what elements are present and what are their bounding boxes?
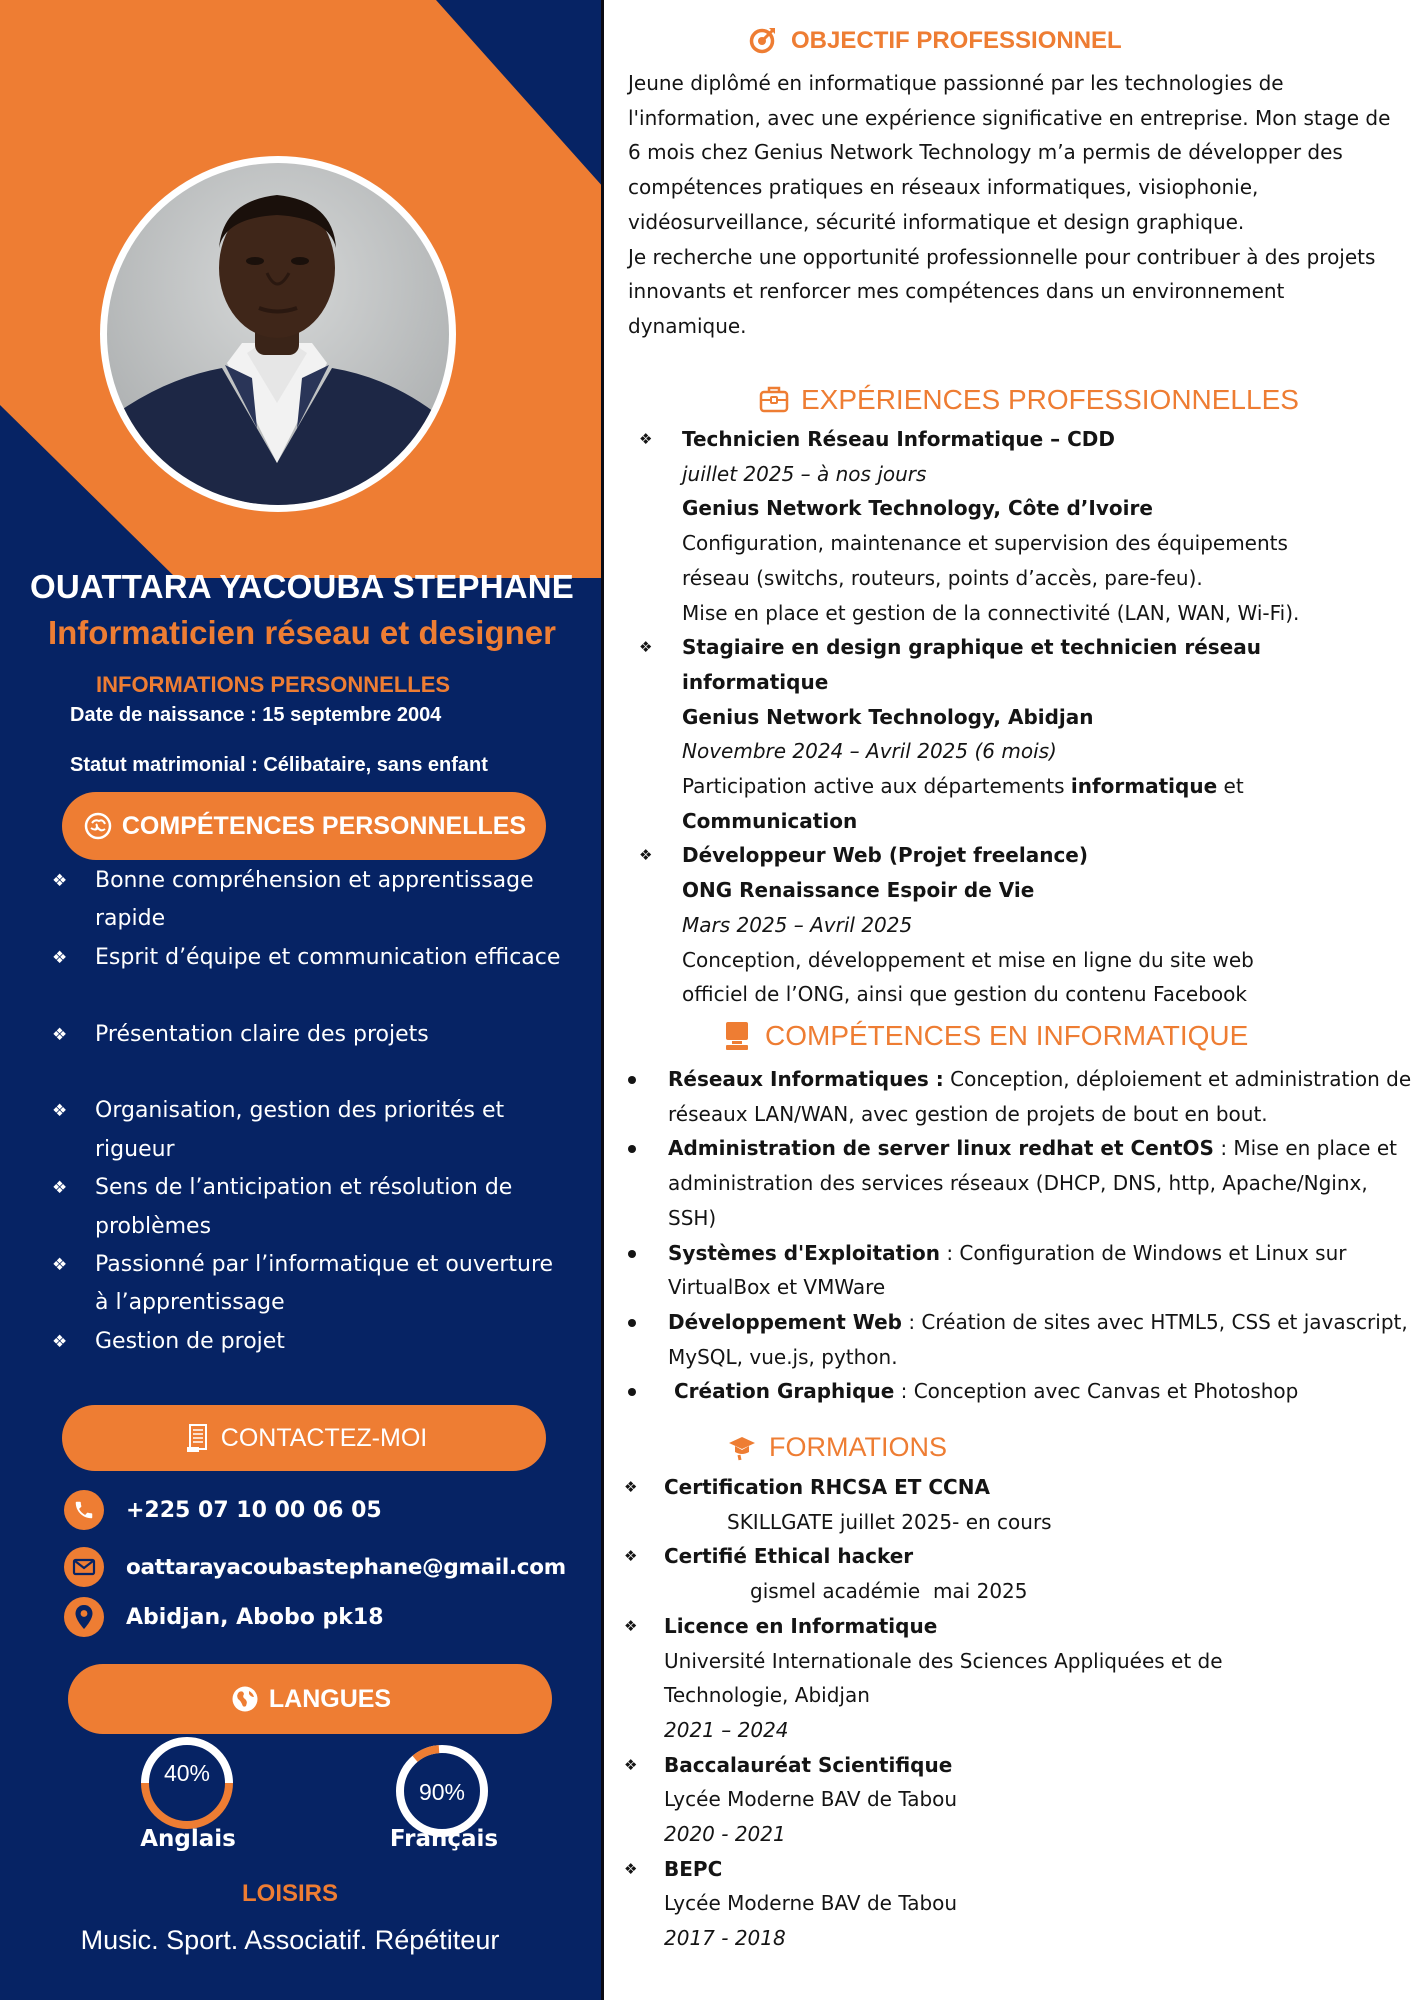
- job-description-line: réseau (switchs, routeurs, points d’accès, pare-feu).: [682, 565, 1203, 590]
- language-name: Anglais: [140, 1826, 236, 1852]
- candidate-name: OUATTARA YACOUBA STEPHANE: [29, 568, 575, 605]
- objective-paragraph: Je recherche une opportunité professionnelle pour contribuer à des projets innovants et renforcer mes compétences dans un environnement dynamique.: [628, 244, 1376, 338]
- diamond-bullet-icon: ❖: [639, 430, 653, 448]
- it-skills-heading: [723, 1020, 1248, 1052]
- contact-heading: [62, 1405, 546, 1471]
- education-detail: gismel académie mai 2025: [750, 1579, 1028, 1604]
- education-heading: [727, 1432, 947, 1463]
- brain-icon: [82, 810, 114, 842]
- list-item: Systèmes d'Exploitation : Configuration de Windows et Linux sur VirtualBox et VMWare: [668, 1236, 1413, 1305]
- list-item: ❖ Bonne compréhension et apprentissage rapide: [0, 862, 604, 939]
- list-item: Réseaux Informatiques : Conception, déploiement et administration de réseaux LAN/WAN, avec gestion de projets de bout en bout.: [668, 1062, 1413, 1131]
- phone-icon: [64, 1490, 104, 1530]
- soft-skills-title: COMPÉTENCES PERSONNELLES: [121, 811, 527, 840]
- job-dates: juillet 2025 – à nos jours: [682, 461, 927, 486]
- job-description-line: Configuration, maintenance et supervision des équipements: [682, 531, 1288, 556]
- diamond-bullet-icon: ❖: [52, 947, 68, 968]
- job-title-row: ❖ Stagiaire en design graphique et technicien réseau: [682, 630, 1412, 665]
- job-title: Informaticien réseau et designer: [47, 614, 556, 651]
- list-item: ❖ Organisation, gestion des priorités et rigueur: [0, 1092, 604, 1169]
- education-title-row: ❖ Certification RHCSA ET CCNA: [664, 1470, 1404, 1505]
- hobbies-heading: LOISIRS: [241, 1880, 338, 1907]
- bullet-dot-icon: [628, 1145, 636, 1153]
- diamond-bullet-icon: ❖: [639, 638, 653, 657]
- education-dates: 2021 – 2024: [664, 1717, 789, 1742]
- education-title-row: ❖ BEPC: [664, 1852, 1404, 1887]
- list-item: ❖ Sens de l’anticipation et résolution de problèmes: [0, 1169, 604, 1246]
- diamond-bullet-icon: ❖: [52, 1178, 68, 1199]
- profile-photo-frame: [100, 156, 456, 512]
- email-address: oattarayacoubastephane@gmail.com: [126, 1554, 566, 1580]
- job-description-line: Mise en place et gestion de la connectivité (LAN, WAN, Wi-Fi).: [682, 600, 1300, 625]
- bullet-dot-icon: [628, 1250, 636, 1258]
- list-item: Développement Web : Création de sites avec HTML5, CSS et javascript, MySQL, vue.js, python.: [668, 1305, 1413, 1374]
- job-title-continued: informatique: [682, 669, 829, 694]
- objective-title: OBJECTIF PROFESSIONNEL: [791, 27, 1122, 54]
- target-icon: [749, 26, 779, 56]
- soft-skills-list: [0, 862, 604, 1361]
- envelope-icon: [64, 1547, 104, 1587]
- diamond-bullet-icon: ❖: [624, 1616, 638, 1635]
- bullet-dot-icon: [628, 1076, 636, 1084]
- address: Abidjan, Abobo pk18: [126, 1604, 384, 1630]
- main-content: [607, 0, 1414, 2000]
- education-dates: 2020 - 2021: [664, 1822, 786, 1847]
- job-dates: Mars 2025 – Avril 2025: [682, 912, 913, 937]
- soft-skills-heading: [62, 792, 546, 860]
- list-item: ❖ Esprit d’équipe et communication efficace: [0, 939, 604, 977]
- diamond-bullet-icon: ❖: [52, 1255, 68, 1276]
- objective-heading: [749, 26, 1122, 56]
- education-title-row: ❖ Baccalauréat Scientifique: [664, 1748, 1404, 1783]
- education-school: Technologie, Abidjan: [664, 1683, 870, 1708]
- job-description-line: Communication: [682, 808, 858, 833]
- education-title: FORMATIONS: [769, 1432, 947, 1462]
- it-skills-list: [668, 1062, 1413, 1409]
- contact-title: CONTACTEZ-MOI: [220, 1423, 428, 1452]
- diamond-bullet-icon: ❖: [52, 1101, 68, 1122]
- diamond-bullet-icon: ❖: [52, 871, 68, 891]
- experience-title: EXPÉRIENCES PROFESSIONNELLES: [801, 384, 1299, 415]
- education-title-row: ❖ Licence en Informatique: [664, 1609, 1404, 1644]
- bullet-dot-icon: [628, 1388, 636, 1396]
- languages-title: LANGUES: [268, 1684, 392, 1713]
- education-dates: 2017 - 2018: [664, 1926, 786, 1951]
- job-company: Genius Network Technology, Abidjan: [682, 704, 1094, 729]
- job-description-line: Participation active aux départements informatique et: [682, 774, 1244, 799]
- diamond-bullet-icon: ❖: [624, 1859, 638, 1878]
- education-school: Université Internationale des Sciences Appliquées et de: [664, 1648, 1223, 1673]
- it-skills-title: COMPÉTENCES EN INFORMATIQUE: [765, 1020, 1249, 1051]
- contact-address: [64, 1597, 384, 1637]
- birth-date: Date de naissance : 15 septembre 2004: [70, 704, 442, 726]
- languages-heading: [68, 1664, 552, 1734]
- objective-paragraph: Jeune diplômé en informatique passionné par les technologies de l'information, avec une expérience significative en entreprise. Mon stage de 6 mois chez Genius Network Technology m’a permis de développer des compétences pratiques en réseaux informatiques, visiophonie, vidéosurveillance, sécurité informatique et design graphique.: [628, 71, 1391, 234]
- language-gauge-french: [394, 1743, 490, 1839]
- list-item: Création Graphique : Conception avec Canvas et Photoshop: [668, 1374, 1413, 1409]
- education-school: Lycée Moderne BAV de Tabou: [664, 1891, 958, 1916]
- language-name: Français: [389, 1826, 499, 1852]
- job-dates: Novembre 2024 – Avril 2025 (6 mois): [682, 739, 1057, 764]
- gauge-percent-text: 40%: [163, 1760, 211, 1786]
- objective-text: [628, 66, 1408, 344]
- computer-icon: [723, 1021, 753, 1051]
- contact-email[interactable]: [64, 1547, 566, 1587]
- language-gauge-english: [139, 1735, 235, 1831]
- gauge-level-arc: [415, 1749, 439, 1759]
- bullet-dot-icon: [628, 1319, 636, 1327]
- marital-status: Statut matrimonial : Célibataire, sans enfant: [70, 754, 488, 776]
- briefcase-icon: [759, 385, 789, 415]
- list-item: Administration de server linux redhat et CentOS : Mise en place et administration des services réseaux (DHCP, DNS, http, Apache/Nginx, SSH): [668, 1131, 1413, 1235]
- gauge-percent-text: 90%: [418, 1779, 466, 1805]
- education-list: [624, 1470, 1404, 1956]
- diamond-bullet-icon: ❖: [52, 1331, 68, 1352]
- diamond-bullet-icon: ❖: [639, 846, 653, 865]
- experience-heading: [759, 384, 1299, 416]
- diamond-bullet-icon: ❖: [624, 1478, 638, 1496]
- job-description-line: Conception, développement et mise en ligne du site web: [682, 947, 1254, 972]
- job-title-row: ❖ Technicien Réseau Informatique – CDD: [682, 422, 1412, 457]
- sidebar: [0, 0, 604, 2000]
- phone-number: +225 07 10 00 06 05: [126, 1497, 382, 1523]
- job-title-row: ❖ Développeur Web (Projet freelance): [682, 838, 1412, 873]
- job-company: Genius Network Technology, Côte d’Ivoire: [682, 496, 1153, 521]
- graduation-cap-icon: [727, 1433, 757, 1463]
- globe-icon: [229, 1683, 261, 1715]
- contact-phone[interactable]: [64, 1490, 382, 1530]
- education-school: Lycée Moderne BAV de Tabou: [664, 1787, 958, 1812]
- experience-list: [639, 422, 1412, 1012]
- education-detail: SKILLGATE juillet 2025- en cours: [727, 1509, 1052, 1534]
- list-item: ❖ Passionné par l’informatique et ouverture à l’apprentissage: [0, 1246, 604, 1323]
- personal-info-heading: INFORMATIONS PERSONNELLES: [96, 672, 451, 697]
- list-item: ❖ Présentation claire des projets: [0, 1016, 604, 1054]
- gauge-level-arc: [145, 1783, 229, 1825]
- profile-photo: [107, 163, 449, 505]
- diamond-bullet-icon: ❖: [624, 1755, 638, 1774]
- hobbies-text: Music. Sport. Associatif. Répétiteur: [80, 1925, 500, 1955]
- diamond-bullet-icon: ❖: [52, 1024, 68, 1045]
- job-description-line: officiel de l’ONG, ainsi que gestion du contenu Facebook: [682, 982, 1247, 1007]
- portrait-image: [107, 163, 449, 505]
- list-item: ❖ Gestion de projet: [0, 1323, 604, 1361]
- job-company: ONG Renaissance Espoir de Vie: [682, 878, 1035, 903]
- document-icon: [181, 1422, 213, 1454]
- location-pin-icon: [64, 1597, 104, 1637]
- education-title-row: ❖ Certifié Ethical hacker: [664, 1539, 1404, 1574]
- diamond-bullet-icon: ❖: [624, 1547, 638, 1566]
